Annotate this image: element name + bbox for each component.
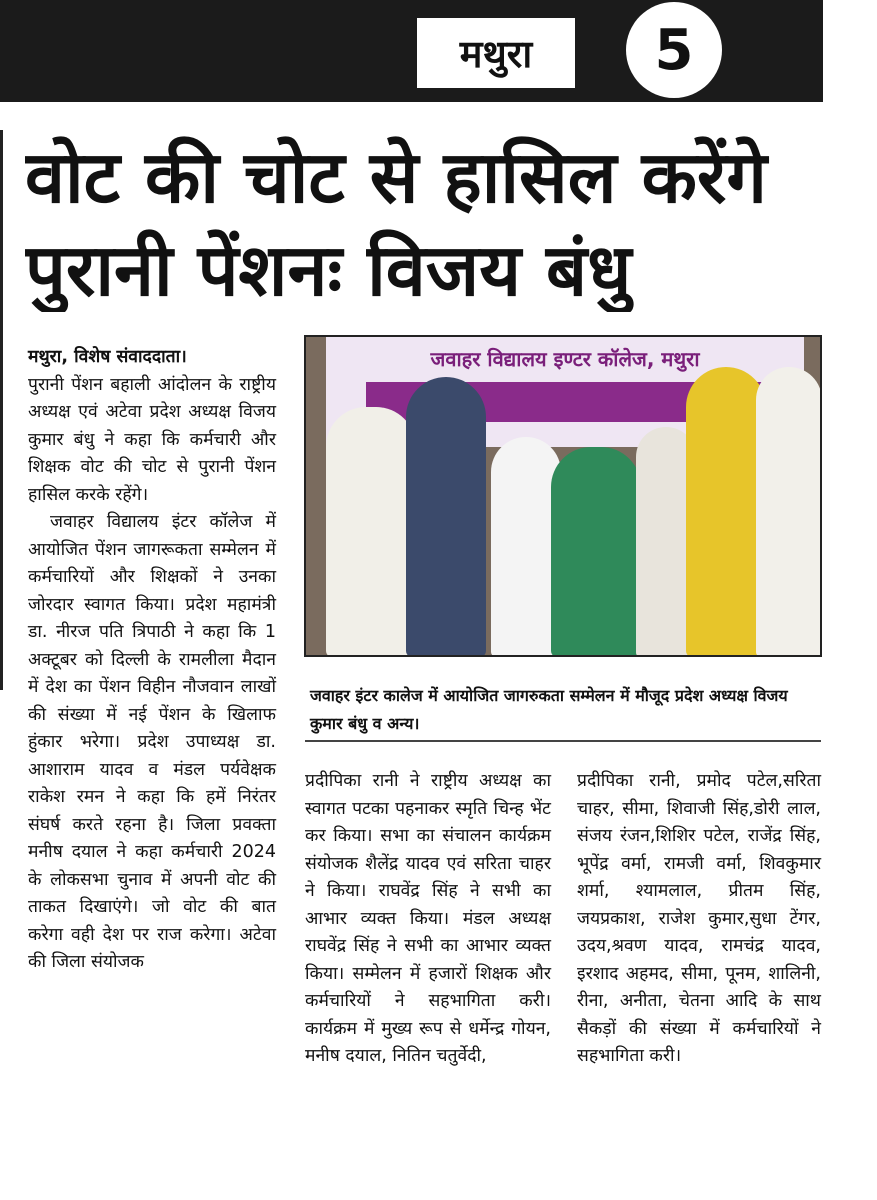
dateline: मथुरा, विशेष संवाददाता। xyxy=(28,347,187,367)
paragraph-3: प्रदीपिका रानी ने राष्ट्रीय अध्यक्ष का स्वागत पटका पहनाकर स्मृति चिन्ह भेंट कर किया। सभा का संचालन कार्यक्रम संयोजक शैलेंद्र यादव एवं सरिता चाहर ने किया। राघवेंद्र सिंह ने सभी का आभार व्यक्त किया। मंडल अध्यक्ष राघवेंद्र सिंह ने सभी का आभार व्यक्त किया। सम्मेलन में हजारों शिक्षक और कर्मचारियों ने सहभागिता करी। कार्यक्रम में मुख्य रूप से धर्मेन्द्र गोयन, मनीष दयाल, नितिन चतुर्वेदी, xyxy=(305,771,551,1066)
city-label: मथुरा xyxy=(417,18,575,88)
photo-caption: जवाहर इंटर कालेज में आयोजित जागरुकता सम्मेलन में मौजूद प्रदेश अध्यक्ष विजय कुमार बंधु व अन्य। xyxy=(310,686,788,733)
article-column-middle xyxy=(305,768,551,1071)
person-figure xyxy=(686,367,766,657)
person-figure xyxy=(326,407,416,657)
headline-line-2: पुरानी पेंशनः विजय बंधु xyxy=(25,228,632,312)
person-figure xyxy=(551,447,641,657)
person-figure xyxy=(756,367,822,657)
paragraph-2: जवाहर विद्यालय इंटर कॉलेज में आयोजित पेंशन जागरूकता सम्मेलन में कर्मचारियों और शिक्षकों ने उनका जोरदार स्वागत किया। प्रदेश महामंत्री डा. नीरज पति त्रिपाठी ने कहा कि 1 अक्टूबर को दिल्ली के रामलीला मैदान में देश का पेंशन विहीन नौजवान लाखों की संख्या में नई पेंशन के खिलाफ हुंकार भरेगा। प्रदेश उपाध्यक्ष डा. आशाराम यादव व मंडल पर्यवेक्षक राकेश रमन ने कहा कि हमें निरंतर संघर्ष करते रहना है। जिला प्रवक्ता मनीष दयाल ने कहा कर्मचारी 2024 के लोकसभा चुनाव में अपनी वोट की ताकत दिखाएंगे। जो वोट की बात करेगा वही देश पर राज करेगा। अटेवा की जिला संयोजक xyxy=(28,512,276,972)
event-photo xyxy=(304,335,822,657)
column-divider xyxy=(0,130,3,690)
caption-rule xyxy=(305,740,821,742)
masthead-bar xyxy=(0,0,823,102)
headline-line-1: वोट की चोट से हासिल करेंगे xyxy=(25,135,767,219)
paragraph-4: प्रदीपिका रानी, प्रमोद पटेल,सरिता चाहर, सीमा, शिवाजी सिंह,डोरी लाल, संजय रंजन,शिशिर पटेल, राजेंद्र सिंह, भूपेंद्र वर्मा, रामजी वर्मा, शिवकुमार शर्मा, श्यामलाल, प्रीतम सिंह, जयप्रकाश, राजेश कुमार,सुधा टेंगर, उदय,श्रवण यादव, रामचंद्र यादव, इरशाद अहमद, सीमा, पूनम, शालिनी, रीना, अनीता, चेतना आदि के साथ सैकड़ों की संख्या में कर्मचारियों ने सहभागिता करी। xyxy=(577,771,821,1066)
photo-banner-text: जवाहर विद्यालय इण्टर कॉलेज, मथुरा xyxy=(430,347,700,371)
article-column-right xyxy=(577,768,821,1071)
paragraph-1: पुरानी पेंशन बहाली आंदोलन के राष्ट्रीय अध्यक्ष एवं अटेवा प्रदेश अध्यक्ष विजय कुमार बंधु ने कहा कि कर्मचारी और शिक्षक वोट की चोट से पुरानी पेंशन हासिल करके रहेंगे। xyxy=(28,374,276,505)
page-number: 5 xyxy=(626,2,722,98)
article-column-left xyxy=(28,344,276,977)
person-figure xyxy=(406,377,486,657)
